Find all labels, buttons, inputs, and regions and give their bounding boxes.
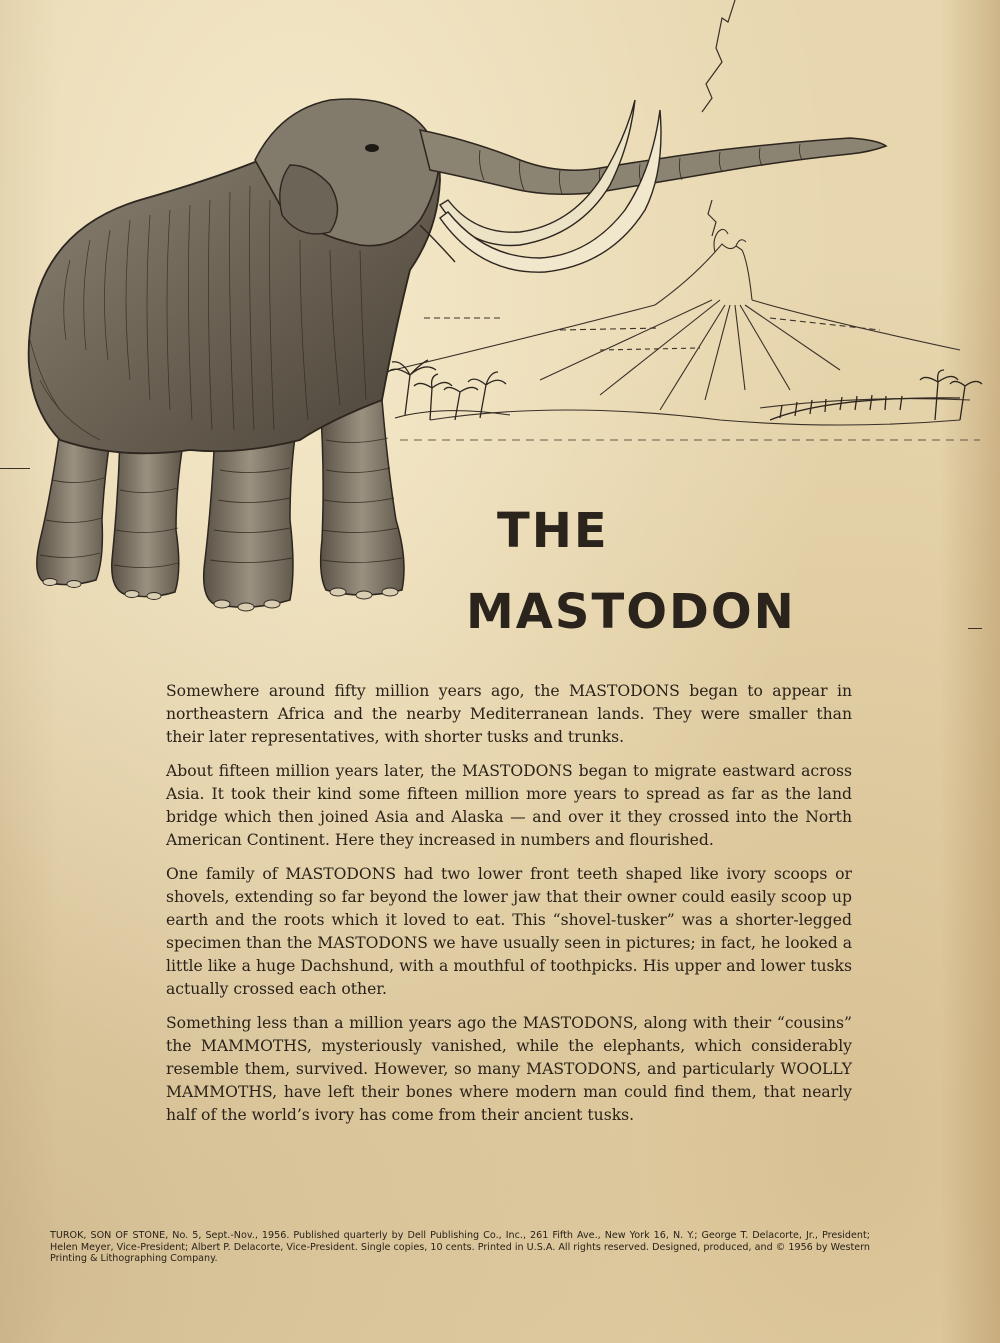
page-title-line2: MASTODON [466, 584, 796, 640]
page-title-line1: THE [497, 503, 609, 559]
paragraph-2: About fifteen million years later, the MASTODONS began to migrate eastward across Asia. It took their kind some fifteen million more years to spread as far as the land bridge which then joined Asia and Alaska — and over it they crossed into the North American Continent. Here they increased in numbers and flourished. [166, 762, 852, 849]
paragraph-3: One family of MASTODONS had two lower front teeth shaped like ivory scoops or shovels, extending so far beyond the lower jaw that their owner could easily scoop up earth and the roots which it loved to eat. This “shovel-tusker” was a shorter-legged specimen than the MASTODONS we have usually seen in pictures; in fact, he looked a little like a huge Dachshund, with a mouthful of toothpicks. His upper and lower tusks actually crossed each other. [166, 865, 852, 998]
edge-tick-right [968, 628, 982, 629]
publication-footer: TUROK, SON OF STONE, No. 5, Sept.-Nov., 1956. Published quarterly by Dell Publishing Co., Inc., 261 Fifth Ave., New York 16, N. Y.; George T. Delacorte, Jr., President; Helen Meyer, Vice-President; Albert P. Delacorte, Vice-President. Single copies, 10 cents. Printed in U.S.A. All rights reserved. Designed, produced, and © 1956 by Western Printing & Lithographing Company. [50, 1230, 870, 1264]
palm-trees-left-icon [388, 360, 510, 420]
paragraph-1: Somewhere around fifty million years ago, the MASTODONS began to appear in northeastern Africa and the nearby Mediterranean lands. They were smaller than their later representatives, with shorter tusks and trunks. [166, 682, 852, 746]
edge-tick-left [0, 468, 30, 469]
lightning-icon [702, 0, 735, 236]
volcano-icon [385, 229, 980, 440]
palm-trees-right-icon [770, 370, 982, 420]
paragraph-4: Something less than a million years ago the MASTODONS, along with their “cousins” the MAMMOTHS, mysteriously vanished, while the elephants, which considerably resemble them, survived. However, so many MASTODONS, and particularly WOOLLY MAMMOTHS, have left their bones where modern man could find them, that nearly half of the world’s ivory has come from their ancient tusks. [166, 1014, 852, 1124]
eye-icon [365, 144, 379, 152]
article-body [166, 680, 852, 1138]
